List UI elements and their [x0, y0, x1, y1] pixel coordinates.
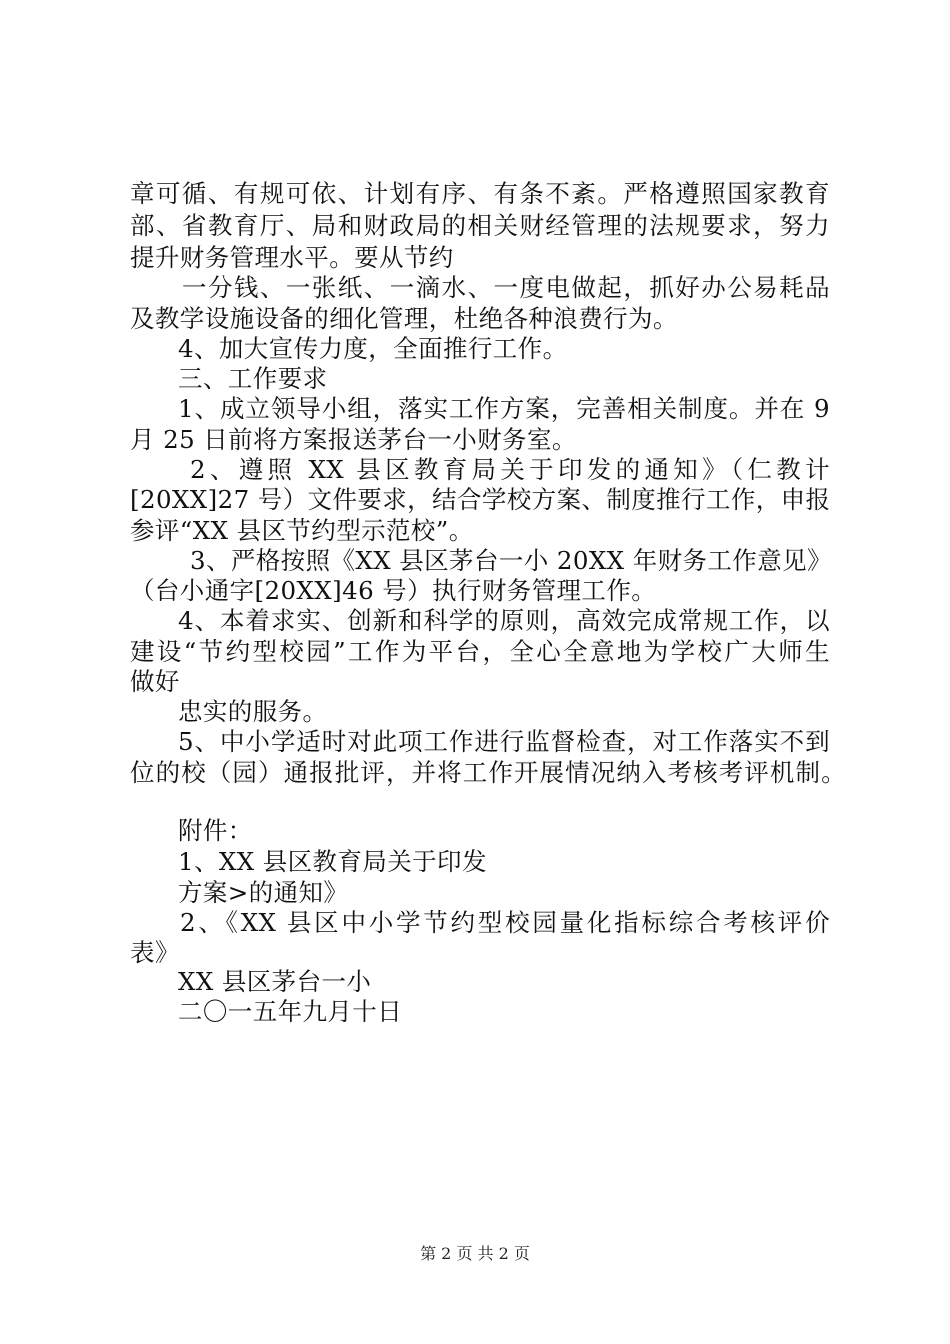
paragraph-line: 4、本着求实、创新和科学的原则，高效完成常规工作，以: [178, 606, 830, 635]
attachment-item: 1、XX 县区教育局关于印发: [178, 847, 487, 876]
paragraph-line: 位的校（园）通报批评，并将工作开展情况纳入考核考评机制。: [130, 758, 846, 787]
paragraph-line: [20XX]27 号）文件要求，结合学校方案、制度推行工作，申报: [130, 485, 831, 514]
attachment-item: 2、《XX 县区中小学节约型校园量化指标综合考核评价: [180, 908, 830, 937]
paragraph-line: 参评“XX 县区节约型示范校”。: [130, 516, 474, 545]
signature-organization: XX 县区茅台一小: [178, 967, 372, 996]
attachment-item: 方案>的通知》: [178, 878, 349, 907]
signature-date: 二〇一五年九月十日: [178, 997, 403, 1026]
paragraph-line: 建设“节约型校园”工作为平台，全心全意地为学校广大师生: [130, 637, 830, 666]
section-heading: 三、工作要求: [178, 364, 328, 393]
paragraph-line: 章可循、有规可依、计划有序、有条不紊。严格遵照国家教育: [130, 179, 830, 208]
attachment-item: 表》: [130, 938, 180, 967]
paragraph-line: 4、加大宣传力度，全面推行工作。: [178, 334, 568, 363]
paragraph-line: 3、严格按照《XX 县区茅台一小 20XX 年财务工作意见》: [190, 546, 832, 575]
paragraph-line: （台小通字[20XX]46 号）执行财务管理工作。: [130, 576, 657, 605]
paragraph-line: 部、省教育厅、局和财政局的相关财经管理的法规要求，努力: [130, 211, 830, 240]
paragraph-line: 提升财务管理水平。要从节约: [130, 243, 454, 272]
paragraph-line: 2、遵照 XX 县区教育局关于印发的通知》（仁教计: [190, 455, 830, 484]
page-footer: 第 2 页 共 2 页: [420, 1244, 530, 1263]
paragraph-line: 做好: [130, 667, 180, 696]
attachment-heading: 附件：: [178, 816, 253, 845]
paragraph-line: 5、中小学适时对此项工作进行监督检查，对工作落实不到: [178, 727, 830, 756]
paragraph-line: 及教学设施设备的细化管理，杜绝各种浪费行为。: [130, 304, 678, 333]
paragraph-line: 1、成立领导小组，落实工作方案，完善相关制度。并在 9: [178, 394, 830, 423]
paragraph-line: 月 25 日前将方案报送茅台一小财务室。: [130, 425, 577, 454]
paragraph-line: 一分钱、一张纸、一滴水、一度电做起，抓好办公易耗品: [182, 273, 830, 302]
paragraph-line: 忠实的服务。: [178, 697, 328, 726]
